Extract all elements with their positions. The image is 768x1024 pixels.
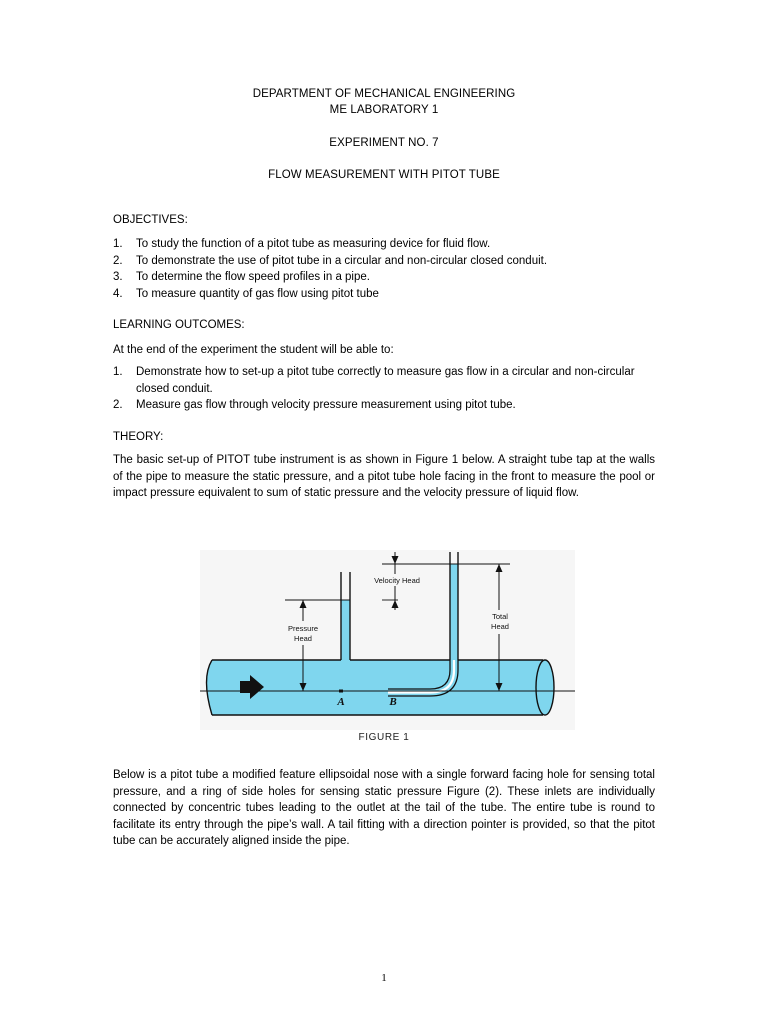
point-a-label: A xyxy=(337,696,345,708)
lab-heading: ME LABORATORY 1 xyxy=(329,104,439,116)
pressure-head-label-line-1: Pressure xyxy=(287,624,319,633)
list-text: Measure gas flow through velocity pressure measurement using pitot tube. xyxy=(136,399,516,411)
list-item xyxy=(113,397,658,414)
list-item xyxy=(113,286,658,303)
list-item xyxy=(113,364,658,397)
experiment-number: EXPERIMENT NO. 7 xyxy=(329,137,439,149)
list-text: To study the function of a pitot tube as measuring device for fluid flow. xyxy=(136,238,491,250)
list-text: To determine the flow speed profiles in a pipe. xyxy=(136,271,370,283)
theory-paragraph-1: The basic set-up of PITOT tube instrument is as shown in Figure 1 below. A straight tube tap at the walls of the pipe to measure the static pressure, and a pitot tube hole facing in the front to measure the pool or impact pressure equivalent to sum of static pressure and the velocity pressure of liquid flow. xyxy=(113,454,655,499)
pitot-tube-water xyxy=(450,564,458,661)
pitot-tube-diagram xyxy=(200,550,575,750)
figure-1 xyxy=(200,550,575,750)
learning-outcomes-list xyxy=(113,364,658,414)
theory-paragraph-2: Below is a pitot tube a modified feature ellipsoidal nose with a single forward facing hole for sensing total pressure, and a ring of side holes for sensing static pressure Figure (2). These inlets are individually connected by concentric tubes leading to the outlet at the tail of the tube. The entire tube is round to facilitate its entry through the pipe’s wall. A tail fitting with a direction pointer is provided, so that the pitot tube can be accurately aligned inside the pipe. xyxy=(113,769,655,847)
list-item xyxy=(113,236,658,253)
list-item xyxy=(113,253,658,270)
list-item xyxy=(113,269,658,286)
theory-heading: THEORY: xyxy=(113,431,164,443)
total-head-label-line-1: Total xyxy=(492,612,508,621)
department-heading: DEPARTMENT OF MECHANICAL ENGINEERING xyxy=(252,88,516,100)
list-number: 2. xyxy=(113,254,123,267)
objectives-heading: OBJECTIVES: xyxy=(113,214,188,226)
learning-outcomes-intro: At the end of the experiment the student will be able to: xyxy=(113,344,394,356)
learning-outcomes-heading: LEARNING OUTCOMES: xyxy=(113,319,245,331)
static-tube-water xyxy=(341,600,350,661)
list-text: Demonstrate how to set-up a pitot tube correctly to measure gas flow in a circular and non-circular closed conduit. xyxy=(136,366,635,395)
list-number: 4. xyxy=(113,287,123,300)
objectives-list xyxy=(113,236,658,302)
total-head-label-line-2: Head xyxy=(491,622,509,631)
velocity-head-label: Velocity Head xyxy=(374,576,420,585)
list-number: 1. xyxy=(113,366,123,378)
page-number: 1 xyxy=(381,972,387,984)
pipe-end xyxy=(536,660,554,715)
list-number: 2. xyxy=(113,399,123,411)
list-text: To demonstrate the use of pitot tube in a circular and non-circular closed conduit. xyxy=(136,254,548,267)
pressure-head-label-line-2: Head xyxy=(294,634,312,643)
list-number: 1. xyxy=(113,238,123,250)
list-number: 3. xyxy=(113,271,123,283)
experiment-title: FLOW MEASUREMENT WITH PITOT TUBE xyxy=(268,169,500,181)
point-b-label: B xyxy=(389,696,397,708)
figure-caption: FIGURE 1 xyxy=(358,732,410,743)
list-text: To measure quantity of gas flow using pitot tube xyxy=(136,287,379,300)
